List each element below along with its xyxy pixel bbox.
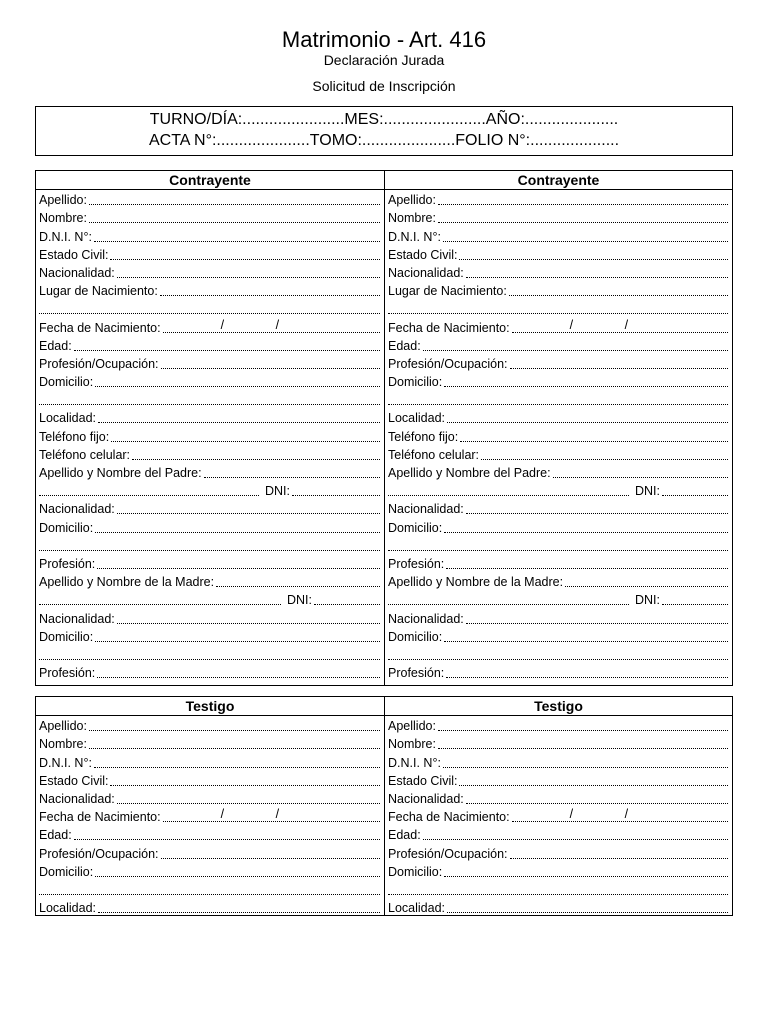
input-line[interactable] [388, 538, 728, 551]
field-continuation[interactable] [36, 390, 384, 408]
contrayente-heading: Contrayente [36, 171, 384, 190]
label-dni-short: DNI: [635, 484, 660, 499]
field-lugar-nacimiento[interactable] [36, 281, 384, 299]
input-line[interactable] [39, 483, 259, 496]
label-localidad: Localidad: [388, 901, 445, 916]
label-localidad: Localidad: [39, 411, 96, 426]
input-line[interactable] [444, 864, 728, 877]
field-telefono-celular[interactable] [385, 445, 732, 463]
field-padre-domicilio[interactable] [36, 517, 384, 535]
label-telefono-fijo: Teléfono fijo: [388, 429, 459, 444]
label-dni: D.N.I. N°: [39, 229, 92, 244]
field-estado-civil[interactable] [36, 771, 384, 789]
input-line[interactable] [39, 592, 281, 605]
testigos-section [35, 696, 733, 916]
label-estado-civil: Estado Civil: [39, 247, 109, 262]
field-madre-nacionalidad[interactable] [385, 608, 732, 626]
field-estado-civil[interactable] [385, 771, 732, 789]
input-line[interactable] [117, 611, 380, 624]
label-dni-short: DNI: [635, 593, 660, 608]
date-separator: / [220, 317, 225, 332]
input-line[interactable] [110, 773, 380, 786]
date-separator: / [275, 317, 280, 332]
input-line[interactable] [161, 846, 380, 859]
input-line[interactable] [466, 265, 728, 278]
input-line[interactable] [97, 556, 380, 569]
label-dni-short: DNI: [287, 593, 312, 608]
label-lugar-nacimiento: Lugar de Nacimiento: [388, 284, 507, 299]
field-dni[interactable] [385, 752, 732, 770]
label-profesion: Profesión: [39, 666, 96, 681]
input-line[interactable] [95, 374, 380, 387]
label-fecha-nacimiento: Fecha de Nacimiento: [39, 320, 161, 335]
label-estado-civil: Estado Civil: [388, 773, 458, 788]
input-line[interactable] [95, 520, 380, 533]
input-line[interactable] [438, 718, 728, 731]
label-padre: Apellido y Nombre del Padre: [388, 466, 551, 480]
input-line[interactable] [509, 283, 728, 296]
input-line[interactable] [94, 229, 380, 242]
label-nombre: Nombre: [39, 211, 87, 226]
label-dni: D.N.I. N°: [388, 755, 441, 770]
input-line[interactable] [443, 755, 728, 768]
input-line[interactable] [466, 501, 728, 514]
label-profesion-ocupacion: Profesión/Ocupación: [388, 846, 508, 861]
label-profesion-ocupacion: Profesión/Ocupación: [388, 356, 508, 371]
label-nacionalidad: Nacionalidad: [39, 791, 115, 806]
field-telefono-fijo[interactable] [385, 426, 732, 444]
field-nacionalidad[interactable] [36, 263, 384, 281]
date-separator: / [569, 807, 574, 822]
field-apellido[interactable] [36, 716, 384, 734]
date-separator: / [624, 807, 629, 822]
label-apellido: Apellido: [388, 193, 436, 208]
input-line[interactable] [481, 447, 728, 460]
registry-line-turno[interactable]: TURNO/DÍA:.......................MES:.......................AÑO:..................... [149, 111, 619, 128]
label-domicilio: Domicilio: [388, 629, 443, 644]
input-line[interactable] [565, 574, 728, 587]
input-line[interactable] [662, 592, 728, 605]
input-line[interactable] [466, 791, 728, 804]
label-domicilio: Domicilio: [388, 375, 443, 390]
input-line[interactable] [94, 755, 380, 768]
field-apellido[interactable] [385, 190, 732, 208]
input-line[interactable] [510, 356, 728, 369]
input-line[interactable] [132, 447, 380, 460]
input-line[interactable] [89, 736, 380, 749]
input-line[interactable] [443, 229, 728, 242]
field-profesion-ocupacion[interactable] [385, 843, 732, 861]
label-dni-short: DNI: [265, 484, 290, 499]
field-madre-domicilio[interactable] [385, 627, 732, 645]
input-line[interactable] [39, 647, 380, 660]
input-line[interactable] [662, 483, 728, 496]
field-padre-domicilio[interactable] [385, 517, 732, 535]
field-telefono-fijo[interactable] [36, 426, 384, 444]
label-domicilio: Domicilio: [39, 629, 94, 644]
field-dni[interactable] [36, 226, 384, 244]
label-profesion: Profesión: [388, 556, 445, 571]
label-estado-civil: Estado Civil: [388, 247, 458, 262]
label-lugar-nacimiento: Lugar de Nacimiento: [39, 284, 158, 299]
input-line[interactable] [98, 410, 380, 423]
label-telefono-celular: Teléfono celular: [388, 447, 480, 462]
field-localidad[interactable] [36, 408, 384, 426]
field-fecha-nacimiento[interactable] [385, 807, 732, 825]
input-line[interactable] [314, 592, 380, 605]
field-continuation[interactable] [385, 390, 732, 408]
input-line[interactable] [423, 338, 728, 351]
field-telefono-celular[interactable] [36, 445, 384, 463]
label-profesion-ocupacion: Profesión/Ocupación: [39, 846, 159, 861]
label-madre: Apellido y Nombre de la Madre: [39, 575, 215, 590]
field-domicilio[interactable] [36, 372, 384, 390]
input-line[interactable] [512, 317, 728, 333]
label-edad: Edad: [39, 828, 72, 843]
label-edad: Edad: [388, 828, 421, 843]
input-line[interactable] [95, 864, 380, 877]
label-nacionalidad: Nacionalidad: [39, 611, 115, 626]
label-fecha-nacimiento: Fecha de Nacimiento: [388, 810, 510, 825]
label-localidad: Localidad: [39, 901, 96, 916]
label-profesion: Profesión: [388, 666, 445, 681]
field-padre[interactable] [385, 463, 732, 481]
input-line[interactable] [110, 247, 380, 260]
label-nacionalidad: Nacionalidad: [39, 265, 115, 280]
field-apellido[interactable] [36, 190, 384, 208]
input-line[interactable] [388, 882, 728, 895]
label-madre: Apellido y Nombre de la Madre: [388, 575, 564, 590]
field-madre[interactable] [385, 572, 732, 590]
field-nombre[interactable] [36, 208, 384, 226]
contrayente-column-2 [385, 171, 732, 685]
input-line[interactable] [95, 629, 380, 642]
field-nacionalidad[interactable] [36, 789, 384, 807]
input-line[interactable] [117, 265, 380, 278]
field-estado-civil[interactable] [36, 245, 384, 263]
field-profesion-ocupacion[interactable] [36, 843, 384, 861]
label-domicilio: Domicilio: [388, 520, 443, 535]
field-domicilio[interactable] [385, 372, 732, 390]
label-nacionalidad: Nacionalidad: [388, 791, 464, 806]
input-line[interactable] [388, 483, 629, 496]
field-profesion-ocupacion[interactable] [36, 354, 384, 372]
field-continuation[interactable] [385, 536, 732, 554]
field-madre-domicilio[interactable] [36, 627, 384, 645]
input-line[interactable] [160, 283, 380, 296]
field-continuation[interactable] [36, 299, 384, 317]
label-dni: D.N.I. N°: [388, 229, 441, 244]
input-line[interactable] [39, 301, 380, 314]
field-padre-nacionalidad[interactable] [385, 499, 732, 517]
label-fecha-nacimiento: Fecha de Nacimiento: [39, 810, 161, 825]
label-profesion: Profesión: [39, 556, 96, 571]
date-separator: / [569, 317, 574, 332]
label-edad: Edad: [39, 338, 72, 353]
label-dni: D.N.I. N°: [39, 755, 92, 770]
field-edad[interactable] [385, 336, 732, 354]
date-separator: / [624, 317, 629, 332]
input-line[interactable] [111, 429, 380, 442]
field-edad[interactable] [385, 825, 732, 843]
label-nacionalidad: Nacionalidad: [388, 611, 464, 626]
testigo-column-2 [385, 697, 732, 915]
field-domicilio[interactable] [36, 862, 384, 880]
input-line[interactable] [161, 356, 380, 369]
field-continuation[interactable] [36, 536, 384, 554]
label-localidad: Localidad: [388, 411, 445, 426]
label-domicilio: Domicilio: [39, 375, 94, 390]
label-nombre: Nombre: [388, 211, 436, 226]
input-line[interactable] [117, 501, 380, 514]
registry-line-acta[interactable]: ACTA N°:.....................TOMO:.....................FOLIO N°:.................... [148, 132, 620, 149]
label-nacionalidad: Nacionalidad: [388, 265, 464, 280]
field-continuation[interactable] [385, 645, 732, 663]
field-profesion-ocupacion[interactable] [385, 354, 732, 372]
label-profesion-ocupacion: Profesión/Ocupación: [39, 356, 159, 371]
label-fecha-nacimiento: Fecha de Nacimiento: [388, 320, 510, 335]
label-telefono-celular: Teléfono celular: [39, 447, 131, 462]
label-domicilio: Domicilio: [39, 864, 94, 879]
label-domicilio: Domicilio: [39, 520, 94, 535]
field-nombre[interactable] [385, 734, 732, 752]
field-localidad[interactable] [385, 898, 732, 916]
input-line[interactable] [117, 791, 380, 804]
input-line[interactable] [447, 410, 728, 423]
field-nombre[interactable] [385, 208, 732, 226]
input-line[interactable] [39, 538, 380, 551]
contrayente-column-1 [36, 171, 385, 685]
input-line[interactable] [444, 520, 728, 533]
field-dni[interactable] [36, 752, 384, 770]
input-line[interactable] [74, 338, 380, 351]
field-fecha-nacimiento[interactable] [385, 317, 732, 335]
input-line[interactable] [216, 574, 380, 587]
contrayentes-section [35, 170, 733, 686]
field-madre[interactable] [36, 572, 384, 590]
testigo-heading: Testigo [36, 697, 384, 716]
field-localidad[interactable] [36, 898, 384, 916]
field-domicilio[interactable] [385, 862, 732, 880]
label-nacionalidad: Nacionalidad: [388, 502, 464, 517]
testigo-heading: Testigo [385, 697, 732, 716]
field-estado-civil[interactable] [385, 245, 732, 263]
label-apellido: Apellido: [39, 193, 87, 208]
date-separator: / [275, 807, 280, 822]
input-line[interactable] [292, 483, 380, 496]
label-estado-civil: Estado Civil: [39, 773, 109, 788]
field-nacionalidad[interactable] [385, 789, 732, 807]
field-padre-profesion[interactable] [385, 554, 732, 572]
testigo-column-1 [36, 697, 385, 915]
field-localidad[interactable] [385, 408, 732, 426]
input-line[interactable] [447, 900, 728, 913]
label-padre: Apellido y Nombre del Padre: [39, 466, 202, 480]
field-madre-profesion[interactable] [36, 663, 384, 681]
field-nacionalidad[interactable] [385, 263, 732, 281]
input-line[interactable] [446, 556, 728, 569]
input-line[interactable] [204, 465, 380, 478]
input-line[interactable] [98, 900, 380, 913]
field-padre-dni[interactable] [36, 481, 384, 499]
field-continuation[interactable] [385, 880, 732, 898]
input-line[interactable] [446, 665, 728, 678]
input-line[interactable] [512, 809, 728, 822]
label-apellido: Apellido: [388, 719, 436, 734]
field-madre-dni[interactable] [385, 590, 732, 608]
input-line[interactable] [39, 882, 380, 895]
field-dni[interactable] [385, 226, 732, 244]
field-padre-profesion[interactable] [36, 554, 384, 572]
field-nombre[interactable] [36, 734, 384, 752]
input-line[interactable] [510, 846, 728, 859]
input-line[interactable] [388, 592, 629, 605]
label-nacionalidad: Nacionalidad: [39, 502, 115, 517]
field-continuation[interactable] [36, 645, 384, 663]
input-line[interactable] [423, 827, 728, 840]
field-continuation[interactable] [36, 880, 384, 898]
label-domicilio: Domicilio: [388, 864, 443, 879]
input-line[interactable] [89, 210, 380, 223]
field-fecha-nacimiento[interactable] [36, 807, 384, 825]
input-line[interactable] [39, 392, 380, 405]
input-line[interactable] [438, 192, 728, 205]
field-lugar-nacimiento[interactable] [385, 281, 732, 299]
page-subtitle-2: Solicitud de Inscripción [312, 78, 456, 94]
page-subtitle: Declaración Jurada [323, 52, 445, 68]
field-padre[interactable] [36, 463, 384, 481]
input-line[interactable] [388, 647, 728, 660]
page-title: Matrimonio - Art. 416 [281, 27, 487, 52]
input-line[interactable] [459, 247, 728, 260]
field-madre-profesion[interactable] [385, 663, 732, 681]
input-line[interactable] [74, 827, 380, 840]
input-line[interactable] [388, 392, 728, 405]
input-line[interactable] [444, 374, 728, 387]
input-line[interactable] [553, 465, 728, 478]
date-separator: / [220, 807, 225, 822]
field-padre-nacionalidad[interactable] [36, 499, 384, 517]
label-nombre: Nombre: [39, 737, 87, 752]
label-nombre: Nombre: [388, 737, 436, 752]
input-line[interactable] [466, 611, 728, 624]
input-line[interactable] [438, 736, 728, 749]
input-line[interactable] [388, 301, 728, 314]
input-line[interactable] [97, 665, 380, 678]
input-line[interactable] [89, 718, 380, 731]
registry-box [35, 106, 733, 156]
field-continuation[interactable] [385, 299, 732, 317]
field-edad[interactable] [36, 336, 384, 354]
field-madre-nacionalidad[interactable] [36, 608, 384, 626]
input-line[interactable] [163, 809, 380, 822]
input-line[interactable] [89, 192, 380, 205]
contrayente-heading: Contrayente [385, 171, 732, 190]
input-line[interactable] [459, 773, 728, 786]
field-apellido[interactable] [385, 716, 732, 734]
input-line[interactable] [163, 317, 380, 333]
label-telefono-fijo: Teléfono fijo: [39, 429, 110, 444]
field-padre-dni[interactable] [385, 481, 732, 499]
field-edad[interactable] [36, 825, 384, 843]
label-edad: Edad: [388, 338, 421, 353]
label-apellido: Apellido: [39, 719, 87, 734]
input-line[interactable] [444, 629, 728, 642]
input-line[interactable] [460, 429, 728, 442]
field-madre-dni[interactable] [36, 590, 384, 608]
field-fecha-nacimiento[interactable] [36, 317, 384, 335]
input-line[interactable] [438, 210, 728, 223]
